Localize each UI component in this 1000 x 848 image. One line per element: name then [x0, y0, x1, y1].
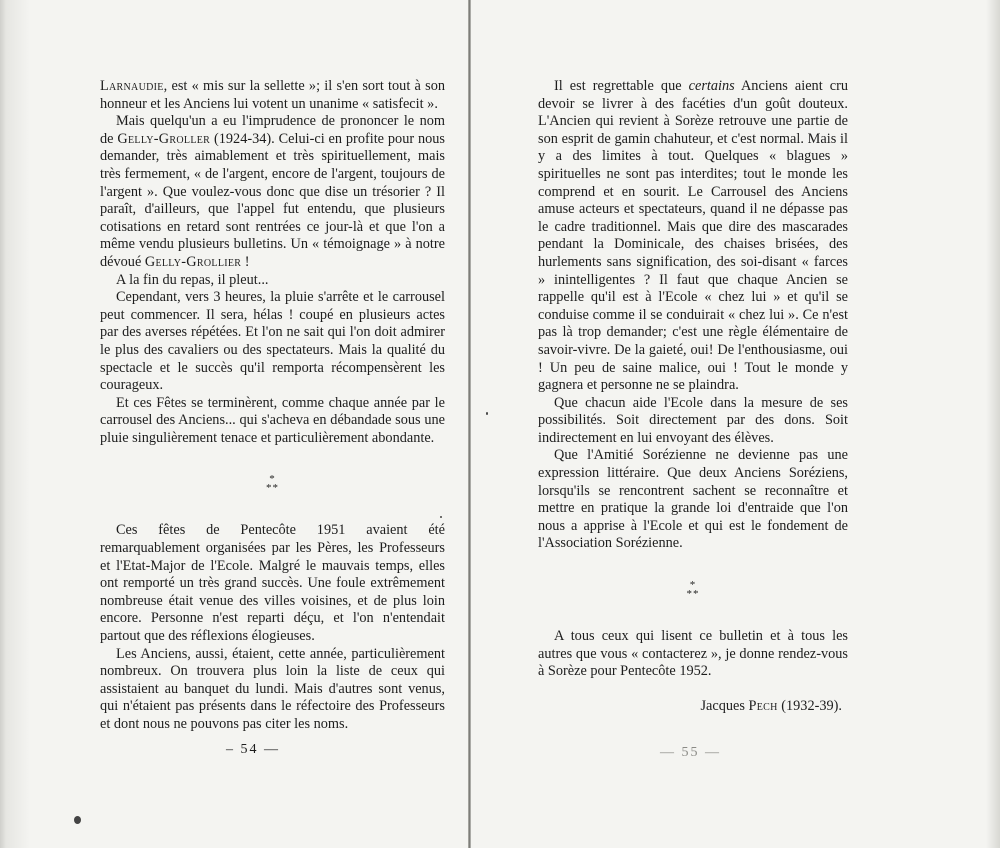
asterism-line: * — [689, 579, 697, 592]
right-page — [538, 78, 848, 715]
text-run: Jacques — [700, 697, 749, 714]
text-run: (1932-39). — [777, 697, 842, 714]
asterism-line: * — [269, 473, 276, 486]
name-small-caps: Gelly-Groller — [117, 130, 211, 147]
name-small-caps: Pech — [748, 697, 778, 714]
text-run: Il est regrettable que — [554, 78, 689, 94]
text-run: Que l'Amitié Sorézienne ne devienne pas une expression littéraire. Que deux Anciens Soréziens, lorsqu'ils se rencontrent sachent se reconnaître et mettre en pratique la grande loi d'entraide que l'on nous a apprise à l'Ecole et qui est le fondement de l'Association Sorézienne. — [538, 447, 848, 552]
text-run: Ces fêtes de Pentecôte 1951 avaient été remarquablement organisées par les Pères, les Professeurs et l'Etat-Major de l'Ecole. Malgré le mauvais temps, elles ont remporté un très grand succès. Une foule extrêmement nombreuse était venue des villes voisines, et de plus loin encore. Personne n'est reparti déçu, et l'on n'entendait partout que des réflexions élogieuses. — [100, 522, 445, 645]
paragraph — [100, 522, 445, 645]
scan-speck — [486, 412, 488, 415]
scan-speck — [74, 816, 81, 824]
asterism-line: ** — [266, 482, 279, 495]
paragraph — [538, 447, 848, 553]
text-run: A la fin du repas, il pleut... — [116, 271, 269, 288]
asterism-line: ** — [686, 588, 700, 601]
paragraph — [538, 628, 848, 681]
emphasis-text: certains — [688, 78, 735, 94]
scan-shadow-right — [986, 0, 1000, 848]
name-small-caps: Larnaudie — [100, 78, 164, 94]
paragraph — [538, 395, 848, 448]
text-run: Mais quelqu'un a eu l'imprudence de prononcer le nom de — [100, 113, 445, 147]
left-page — [100, 78, 445, 734]
author-signature — [538, 698, 848, 715]
right-paragraphs-after — [538, 628, 848, 681]
book-spine-fold — [468, 0, 471, 848]
paragraph — [100, 395, 445, 448]
text-run: Cependant, vers 3 heures, la pluie s'arrête et le carrousel peut commencer. Il sera, hélas ! coupé en plusieurs actes par des averses répétées. Et l'on ne sait qui l'on doit admirer le plus des cavaliers ou des spectateurs. Mais la qualité du spectacle et le succès qu'il remporta récompensèrent les courageux. — [100, 289, 445, 394]
section-asterism-left — [100, 475, 445, 493]
text-run: ! — [241, 253, 250, 270]
paragraph — [100, 289, 445, 395]
paragraph — [100, 78, 445, 113]
scan-speck — [440, 516, 442, 518]
left-paragraphs-after — [100, 522, 445, 733]
page-number-right: — 55 — — [660, 745, 721, 760]
left-paragraphs-before — [100, 78, 445, 447]
paragraph — [100, 272, 445, 290]
text-run: Anciens aient cru devoir se livrer à des facéties d'un goût douteux. L'Ancien qui revient à Sorèze retrouve une partie de son esprit de gamin chahuteur, et c'est normal. Mais il y a des limites à tout. Quelques « blagues » spirituelles ne sont pas interdites; tout le monde les comprend et en sourit. Le Carrousel des Anciens amuse acteurs et spectateurs, quand il ne dépasse pas le cadre traditionnel. Mais que dire des mascarades pendant la Dominicale, des chaises brisées, des hurlements sans signification, des soi-disant « farces » inintelligentes ? Il faut que chaque Ancien se rappelle qu'il est à l'Ecole « chez lui » et qu'il se conduise comme il se conduirait « chez lui ». Ce n'est pas là trop demander; c'est une règle élémentaire de savoir-vivre. De la gaieté, oui! De l'enthousiasme, oui ! Un peu de saine malice, oui ! Tout le monde y gagnera et personne ne se plaindra. — [538, 78, 848, 394]
text-run: (1924-34). Celui-ci en profite pour nous demander, très aimablement et très spirituellement, mais très fermement, « de l'argent, encore de l'argent, toujours de l'argent ». Que voulez-vous donc que dise un trésorier ? Il paraît, d'ailleurs, que l'appel fut entendu, que plusieurs cotisations en retard sont rentrées ce jour-là et que l'on a même vendu plusieurs bulletins. Un « témoignage » à notre dévoué — [100, 130, 445, 270]
section-asterism-right — [538, 581, 848, 599]
paragraph — [100, 646, 445, 734]
name-small-caps: Gelly-Grollier — [144, 253, 242, 270]
page-number-left: – 54 — — [226, 742, 280, 757]
scan-shadow-left — [0, 0, 38, 848]
paragraph — [538, 78, 848, 395]
text-run: Et ces Fêtes se terminèrent, comme chaque année par le carrousel des Anciens... qui s'acheva en débandade sous une pluie singulièrement tenace et particulièrement abondante. — [100, 394, 445, 446]
text-run: A tous ceux qui lisent ce bulletin et à tous les autres que vous « contacterez », je donne rendez-vous à Sorèze pour Pentecôte 1952. — [538, 628, 848, 680]
text-run: , est « mis sur la sellette »; il s'en sort tout à son honneur et les Anciens lui votent un unanime « satisfecit ». — [100, 78, 445, 112]
right-paragraphs-before — [538, 78, 848, 553]
text-run: Les Anciens, aussi, étaient, cette année, particulièrement nombreux. On trouvera plus loin la liste de ceux qui assistaient au banquet du lundi. Mais d'autres sont venus, qui n'étaient pas présents dans le réfectoire des Professeurs et dont nous ne pouvons pas citer les noms. — [100, 645, 445, 732]
text-run: Que chacun aide l'Ecole dans la mesure de ses possibilités. Soit directement par des dons. Soit indirectement en lui envoyant des élèves. — [538, 394, 848, 446]
paragraph — [100, 113, 445, 271]
